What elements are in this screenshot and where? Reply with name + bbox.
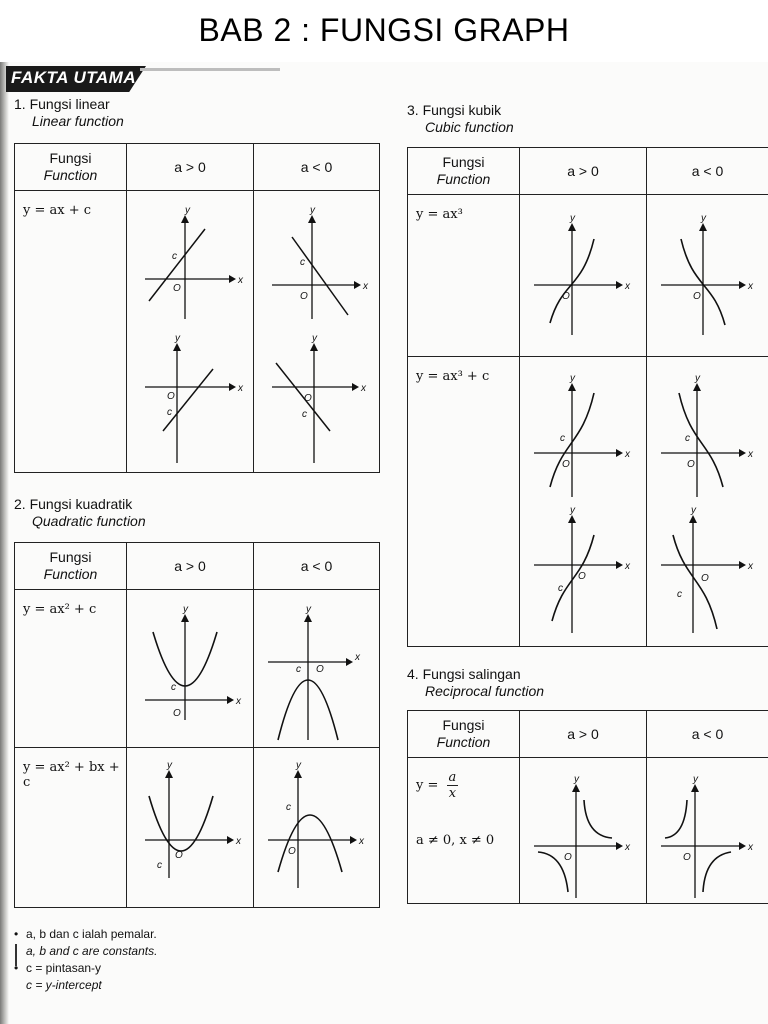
header-a-negative: a < 0 (647, 148, 768, 195)
quadratic-heading (14, 496, 146, 530)
svg-text:y: y (312, 333, 317, 344)
quadratic-graph-a-positive-1 (127, 590, 254, 748)
header-function: Fungsi Function (408, 148, 520, 195)
svg-text:c: c (171, 682, 176, 693)
quadratic-subtitle: Quadratic function (32, 513, 146, 529)
svg-text:x: x (238, 383, 243, 394)
svg-text:c: c (558, 583, 563, 594)
graph-cubic-pos (520, 195, 646, 355)
svg-text:c: c (172, 251, 177, 262)
svg-text:O: O (175, 850, 183, 861)
graph-reciprocal-pos (520, 758, 646, 902)
svg-text:x: x (748, 842, 753, 853)
header-a-positive: a > 0 (520, 711, 647, 758)
linear-graphs-a-negative (254, 191, 380, 473)
svg-text:c: c (157, 860, 162, 871)
svg-text:y: y (693, 774, 698, 785)
graph-reciprocal-neg (647, 758, 768, 902)
svg-text:c: c (560, 433, 565, 444)
cubic-formula-1: y = ax³ (408, 195, 520, 357)
graph-cubic-pos-c-neg (520, 501, 646, 643)
quadratic-formula-2: y = ax² + bx + c (15, 748, 127, 908)
linear-table (14, 143, 380, 473)
svg-text:x: x (236, 696, 241, 707)
quadratic-title: 2. Fungsi kuadratik (14, 496, 133, 512)
header-function: Fungsi Function (15, 543, 127, 590)
linear-title: 1. Fungsi linear (14, 96, 110, 112)
reciprocal-graph-a-positive (520, 758, 647, 904)
cubic-graph-a-positive-1 (520, 195, 647, 357)
svg-text:c: c (296, 664, 301, 675)
svg-text:y: y (695, 373, 700, 384)
cubic-graphs-a-positive-2 (520, 357, 647, 647)
graph-linear-neg-c-pos (254, 191, 379, 331)
quadratic-graph-a-negative-2 (254, 748, 380, 908)
linear-graphs-a-positive (127, 191, 254, 473)
book-spine-shadow (0, 62, 9, 1024)
svg-text:O: O (683, 852, 691, 863)
svg-text:x: x (625, 449, 630, 460)
svg-text:O: O (564, 852, 572, 863)
svg-text:O: O (304, 393, 312, 404)
graph-quadratic-general-neg (254, 748, 379, 906)
svg-text:x: x (625, 561, 630, 572)
graph-cubic-pos-c-pos (520, 357, 646, 501)
svg-text:x: x (625, 842, 630, 853)
linear-subtitle: Linear function (32, 113, 124, 129)
reciprocal-title: 4. Fungsi salingan (407, 666, 521, 682)
header-a-negative: a < 0 (254, 144, 380, 191)
svg-text:y: y (296, 760, 301, 771)
svg-text:y: y (701, 213, 706, 224)
svg-text:O: O (173, 283, 181, 294)
graph-cubic-neg-c-neg (647, 501, 768, 643)
header-a-negative: a < 0 (254, 543, 380, 590)
svg-text:x: x (748, 449, 753, 460)
svg-text:x: x (363, 281, 368, 292)
banner-label: FAKTA UTAMA (11, 68, 137, 87)
svg-text:O: O (693, 291, 701, 302)
note-1: • a, b dan c ialah pemalar. (14, 927, 157, 941)
banner-rule (140, 68, 280, 71)
svg-text:x: x (238, 275, 243, 286)
svg-text:c: c (167, 407, 172, 418)
fraction-denominator: x (448, 786, 457, 801)
reciprocal-subtitle: Reciprocal function (425, 683, 545, 699)
reciprocal-formula-lhs: y = (416, 778, 439, 793)
graph-linear-pos-c-pos (127, 191, 253, 331)
svg-text:x: x (748, 281, 753, 292)
header-a-positive: a > 0 (127, 144, 254, 191)
svg-text:c: c (286, 802, 291, 813)
graph-cubic-neg (647, 195, 768, 355)
header-function: Fungsi Function (15, 144, 127, 191)
header-a-negative: a < 0 (647, 711, 768, 758)
cubic-heading (407, 102, 514, 136)
svg-text:O: O (300, 291, 308, 302)
reciprocal-fraction (447, 770, 459, 801)
svg-text:x: x (236, 836, 241, 847)
reciprocal-table (407, 710, 768, 904)
svg-text:O: O (173, 708, 181, 719)
footnotes (14, 926, 157, 994)
cubic-graphs-a-negative-2 (647, 357, 768, 647)
svg-text:y: y (185, 205, 190, 216)
header-a-positive: a > 0 (520, 148, 647, 195)
svg-text:O: O (687, 459, 695, 470)
svg-text:y: y (175, 333, 180, 344)
graph-quadratic-pos (127, 590, 253, 746)
graph-linear-pos-c-neg (127, 331, 253, 471)
quadratic-graph-a-positive-2 (127, 748, 254, 908)
cubic-graph-a-negative-1 (647, 195, 768, 357)
svg-text:y: y (570, 213, 575, 224)
graph-linear-neg-c-neg (254, 331, 379, 471)
svg-text:c: c (677, 589, 682, 600)
quadratic-graph-a-negative-1 (254, 590, 380, 748)
svg-text:O: O (562, 459, 570, 470)
cubic-table (407, 147, 768, 647)
svg-text:O: O (701, 573, 709, 584)
note-2: a, b and c are constants. (26, 944, 158, 958)
svg-text:x: x (625, 281, 630, 292)
svg-text:y: y (183, 604, 188, 615)
reciprocal-condition: a ≠ 0, x ≠ 0 (416, 833, 495, 848)
svg-text:x: x (361, 383, 366, 394)
svg-text:y: y (306, 604, 311, 615)
svg-text:y: y (570, 505, 575, 516)
quadratic-table (14, 542, 380, 908)
svg-text:x: x (359, 836, 364, 847)
quadratic-formula-1: y = ax² + c (15, 590, 127, 748)
svg-text:y: y (570, 373, 575, 384)
page-title: BAB 2 : FUNGSI GRAPH (198, 12, 570, 48)
linear-heading (14, 96, 124, 130)
reciprocal-heading (407, 666, 544, 700)
linear-formula: y = ax + c (15, 191, 127, 473)
note-3: • c = pintasan-y (14, 961, 102, 975)
graph-quadratic-neg (254, 590, 379, 746)
reciprocal-formula-cell (408, 758, 520, 904)
svg-text:c: c (685, 433, 690, 444)
fraction-numerator: a (448, 770, 457, 785)
header-function: Fungsi Function (408, 711, 520, 758)
svg-text:O: O (288, 846, 296, 857)
svg-text:c: c (302, 409, 307, 420)
reciprocal-graph-a-negative (647, 758, 768, 904)
svg-text:y: y (574, 774, 579, 785)
cubic-title: 3. Fungsi kubik (407, 102, 502, 118)
svg-text:O: O (562, 291, 570, 302)
header-a-positive: a > 0 (127, 543, 254, 590)
svg-text:O: O (578, 571, 586, 582)
svg-text:y: y (310, 205, 315, 216)
svg-text:x: x (355, 652, 360, 663)
svg-text:O: O (316, 664, 324, 675)
svg-text:x: x (748, 561, 753, 572)
graph-quadratic-general-pos (127, 748, 253, 906)
graph-cubic-neg-c-pos (647, 357, 768, 501)
svg-text:O: O (167, 391, 175, 402)
svg-text:y: y (167, 760, 172, 771)
svg-text:c: c (300, 257, 305, 268)
cubic-subtitle: Cubic function (425, 119, 514, 135)
svg-text:y: y (691, 505, 696, 516)
note-4: c = y-intercept (26, 978, 102, 992)
cubic-formula-2: y = ax³ + c (408, 357, 520, 647)
